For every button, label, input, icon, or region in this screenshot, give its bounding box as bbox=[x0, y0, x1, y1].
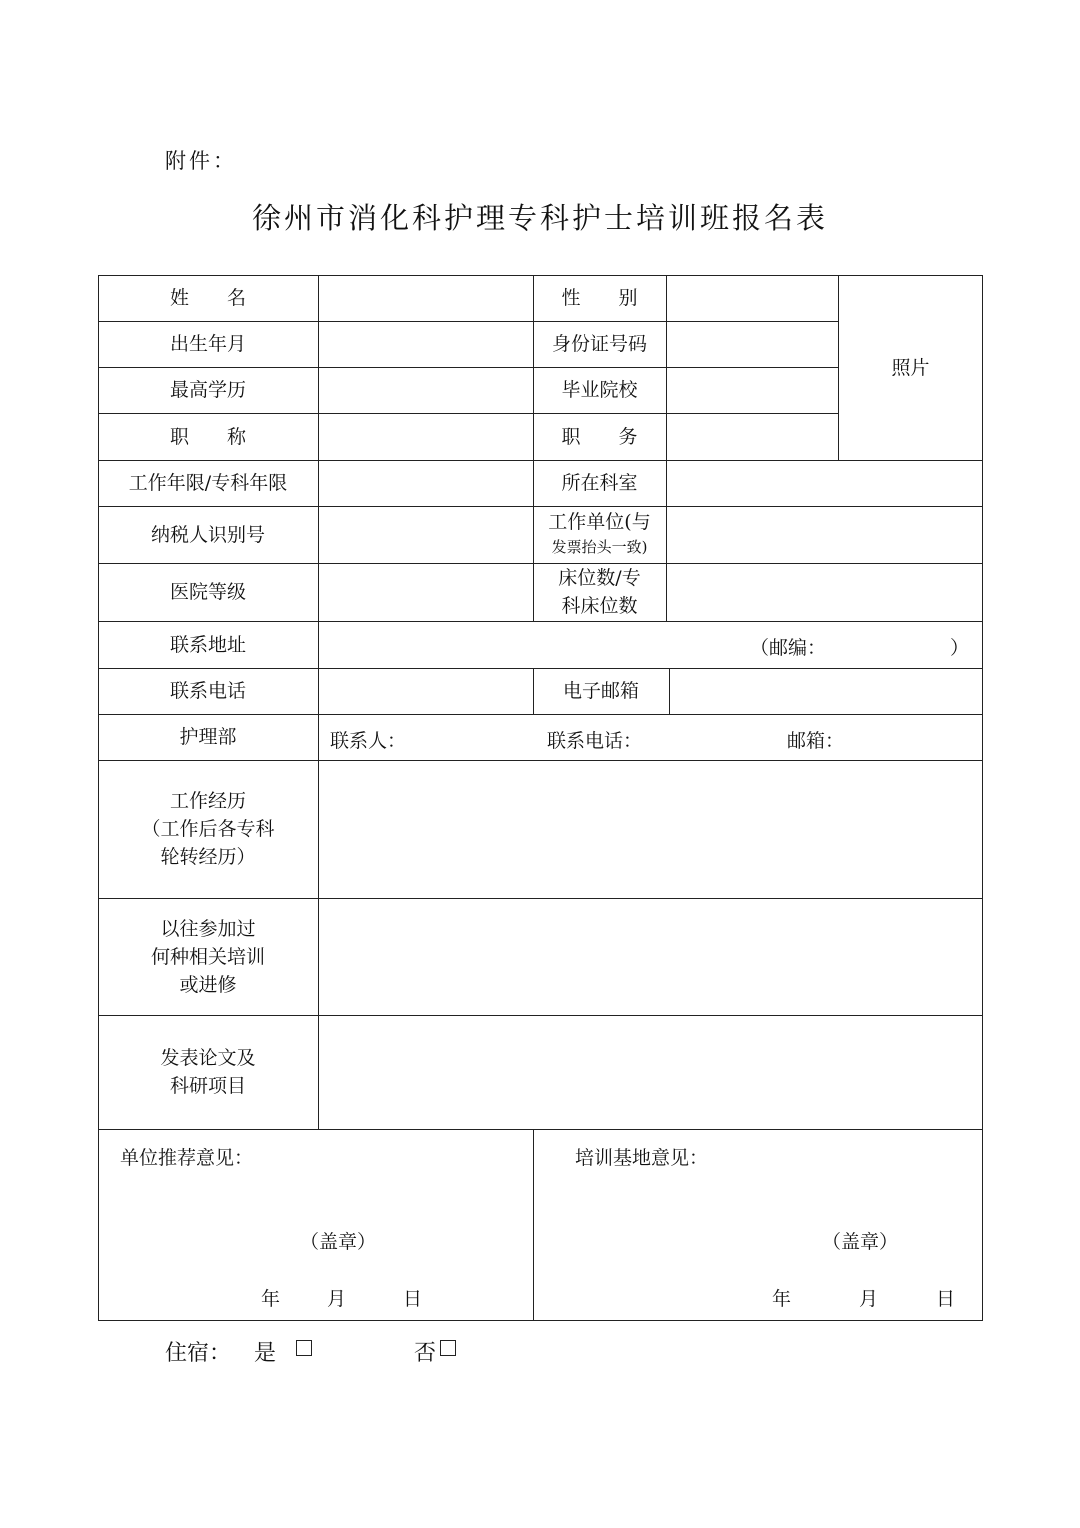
base-seal-label: （盖章） bbox=[822, 1231, 899, 1253]
base-month-label: 月 bbox=[859, 1288, 879, 1310]
training-line2: 何种相关培训 bbox=[150, 945, 265, 968]
email-label: 电子邮箱 bbox=[562, 680, 639, 702]
training-line3: 或进修 bbox=[179, 973, 237, 996]
phone-label: 联系电话 bbox=[169, 680, 246, 702]
work-history-label bbox=[98, 760, 318, 898]
papers-label bbox=[98, 1015, 318, 1129]
training-label bbox=[98, 898, 318, 1015]
form-title: 徐州市消化科护理专科护士培训班报名表 bbox=[251, 201, 828, 235]
base-day-label: 日 bbox=[936, 1288, 956, 1310]
hospital-level-label: 医院等级 bbox=[169, 581, 246, 603]
lodging-yes-checkbox[interactable] bbox=[296, 1336, 312, 1361]
work-history-line1: 工作经历 bbox=[169, 790, 246, 812]
unit-seal-label: （盖章） bbox=[300, 1231, 377, 1253]
work-history-line2: （工作后各专科 bbox=[141, 818, 275, 840]
lodging-label: 住宿： bbox=[165, 1341, 232, 1366]
education-label: 最高学历 bbox=[169, 379, 246, 401]
work-unit-line2: 发票抬头一致) bbox=[551, 537, 648, 556]
birth-label: 出生年月 bbox=[169, 333, 246, 355]
row-line bbox=[98, 1129, 983, 1130]
attachment-label: 附件： bbox=[165, 149, 237, 173]
address-label: 联系地址 bbox=[169, 633, 246, 656]
col-line bbox=[666, 275, 667, 621]
lodging-no-label: 否 bbox=[414, 1341, 437, 1366]
col-line bbox=[533, 1129, 534, 1321]
checkbox-square-icon bbox=[296, 1340, 312, 1356]
papers-line1: 发表论文及 bbox=[160, 1047, 256, 1069]
contact-email-label: 邮箱： bbox=[787, 730, 845, 752]
name-label: 姓 名 bbox=[169, 287, 246, 309]
unit-year-label: 年 bbox=[261, 1288, 281, 1310]
contact-person-label: 联系人： bbox=[330, 730, 407, 752]
postcode-label: （邮编： bbox=[750, 637, 827, 659]
postcode-close: ） bbox=[950, 637, 970, 659]
gender-label: 性 别 bbox=[561, 287, 638, 309]
unit-month-label: 月 bbox=[327, 1288, 347, 1310]
col-line bbox=[669, 668, 670, 714]
work-history-line3: 轮转经历） bbox=[160, 846, 256, 868]
papers-line2: 科研项目 bbox=[169, 1075, 246, 1097]
registration-table bbox=[98, 275, 983, 1321]
photo-label: 照片 bbox=[891, 356, 930, 379]
work-unit-label bbox=[533, 506, 666, 563]
title-label: 职 称 bbox=[169, 425, 246, 448]
contact-phone-label: 联系电话： bbox=[547, 730, 643, 752]
beds-line2: 科床位数 bbox=[561, 595, 638, 617]
position-label: 职 务 bbox=[561, 425, 638, 448]
work-years-label: 工作年限/专科年限 bbox=[128, 472, 288, 494]
id-number-label: 身份证号码 bbox=[551, 333, 647, 355]
checkbox-square-icon bbox=[440, 1340, 456, 1356]
lodging-no-checkbox[interactable] bbox=[440, 1336, 456, 1361]
base-year-label: 年 bbox=[772, 1288, 792, 1310]
department-label: 所在科室 bbox=[561, 472, 638, 494]
school-label: 毕业院校 bbox=[561, 379, 638, 401]
beds-line1: 床位数/专 bbox=[558, 567, 641, 589]
unit-opinion-label: 单位推荐意见： bbox=[120, 1147, 254, 1169]
base-opinion-label: 培训基地意见： bbox=[575, 1147, 709, 1169]
beds-label bbox=[533, 563, 666, 621]
nursing-dept-label: 护理部 bbox=[179, 726, 237, 748]
work-unit-line1: 工作单位(与 bbox=[548, 510, 651, 533]
lodging-yes-label: 是 bbox=[254, 1341, 277, 1366]
taxpayer-id-label: 纳税人识别号 bbox=[150, 523, 265, 546]
training-line1: 以往参加过 bbox=[160, 917, 256, 940]
col-line bbox=[318, 275, 319, 1129]
unit-day-label: 日 bbox=[403, 1288, 423, 1310]
